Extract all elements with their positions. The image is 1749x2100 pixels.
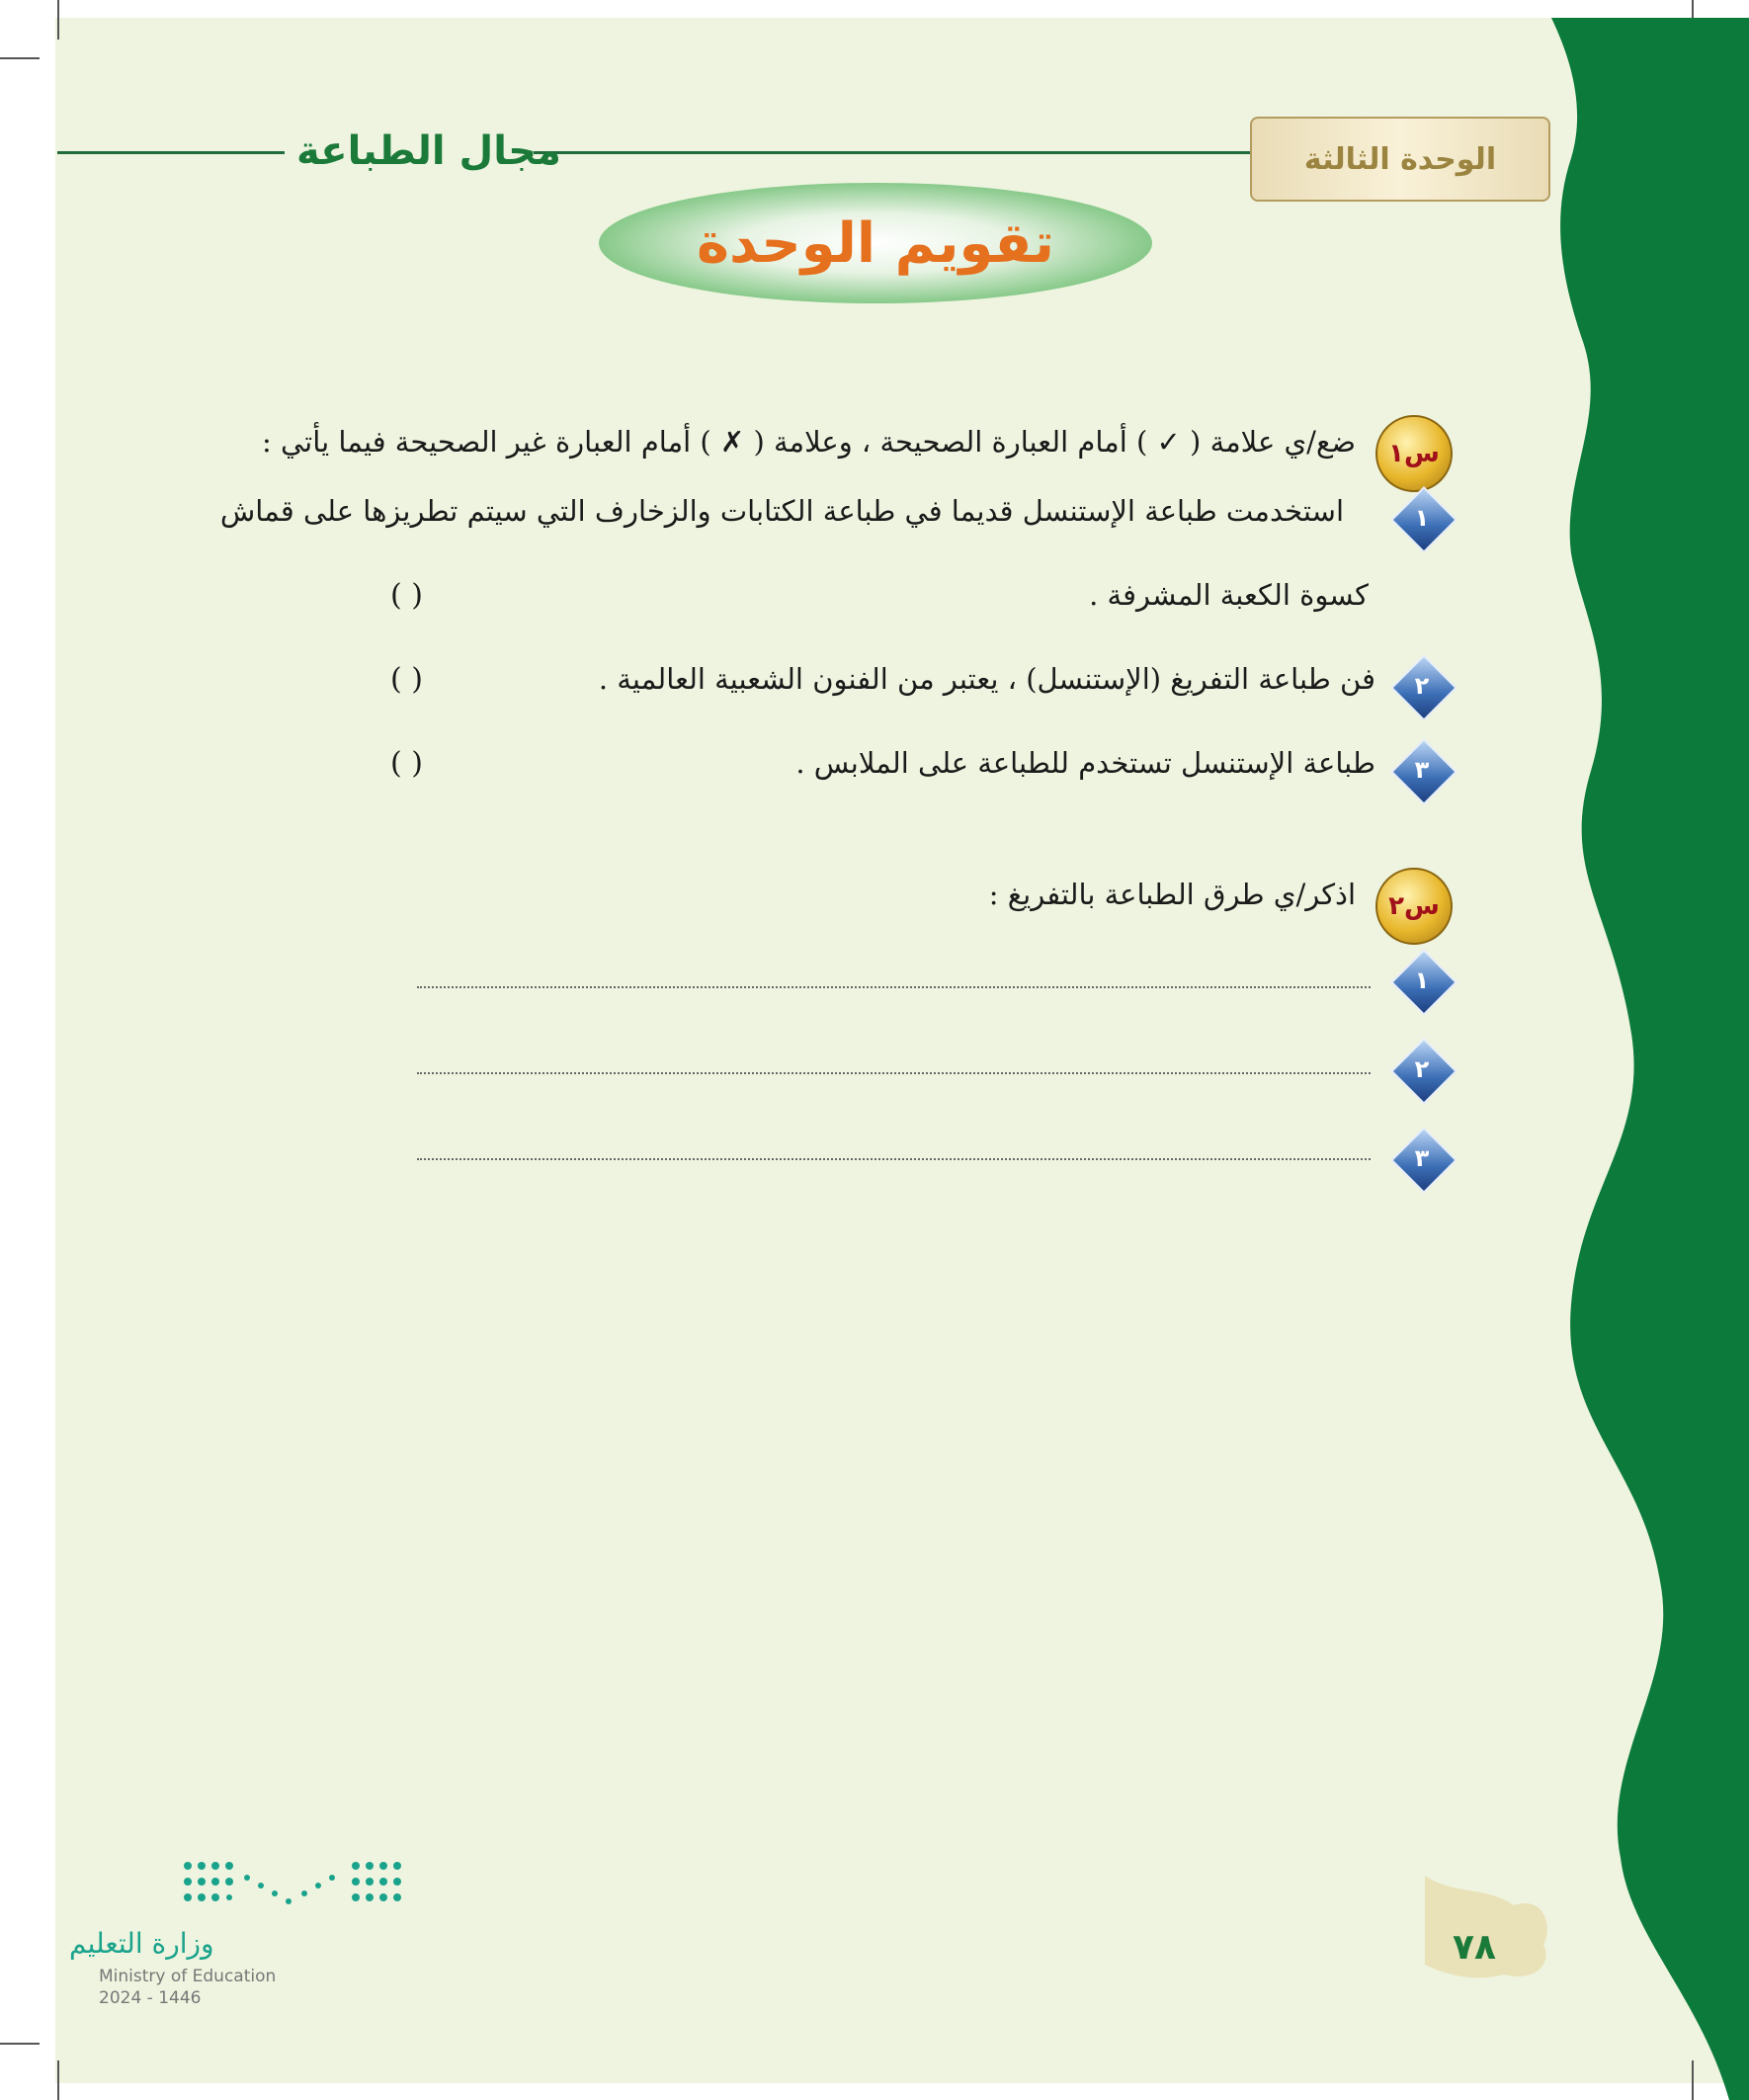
item-number-badge: ١ <box>1395 954 1449 1007</box>
item-number-badge: ٣ <box>1395 743 1449 797</box>
question-1-item-2: فن طباعة التفريغ (الإستنسل) ، يعتبر من الفنون الشعبية العالمية . <box>598 662 1375 696</box>
crop-mark <box>57 0 59 40</box>
header-rule-left <box>57 151 285 154</box>
field-title: مجال الطباعة <box>296 128 561 174</box>
answer-parentheses[interactable]: ( ) <box>390 578 423 613</box>
answer-parentheses[interactable]: ( ) <box>390 662 423 697</box>
item-number-badge: ٣ <box>1395 1132 1449 1185</box>
ministry-dot-emblem <box>178 1858 425 1915</box>
page-title: تقويم الوحدة <box>697 210 1054 276</box>
ministry-logo <box>69 1848 366 2016</box>
ministry-name-arabic: وزارة التعليم <box>69 1927 214 1960</box>
title-oval <box>599 183 1152 303</box>
item-number-badge: ١ <box>1395 491 1449 545</box>
question-1-badge: س١ <box>1375 415 1453 492</box>
ministry-name-english: Ministry of Education <box>99 1967 277 1986</box>
question-2-badge: س٢ <box>1375 868 1453 945</box>
question-2-instruction: اذكر/ي طرق الطباعة بالتفريغ : <box>988 878 1356 911</box>
crop-mark <box>0 57 40 59</box>
answer-line[interactable] <box>417 1158 1371 1160</box>
item-number-badge: ٢ <box>1395 1043 1449 1096</box>
question-1-item-1-line-1: استخدمت طباعة الإستنسل قديما في طباعة الكتابات والزخارف التي سيتم تطريزها على قماش <box>219 494 1344 528</box>
question-1-item-3: طباعة الإستنسل تستخدم للطباعة على الملابس . <box>795 746 1375 780</box>
green-wave-band <box>1403 0 1749 2100</box>
answer-line[interactable] <box>417 1072 1371 1074</box>
header-rule-middle <box>534 151 1250 154</box>
answer-parentheses[interactable]: ( ) <box>390 746 423 781</box>
question-1-instruction: ضع/ي علامة ( ✓ ) أمام العبارة الصحيحة ، وعلامة ( ✗ ) أمام العبارة غير الصحيحة فيما يأتي : <box>262 425 1356 459</box>
page-number: ٧٨ <box>1453 1927 1496 1968</box>
crop-mark <box>0 2043 40 2045</box>
edition-year: 2024 - 1446 <box>99 1988 202 2008</box>
unit-banner <box>1250 117 1550 202</box>
answer-line[interactable] <box>417 986 1371 988</box>
crop-mark <box>57 2060 59 2100</box>
item-number-badge: ٢ <box>1395 659 1449 713</box>
question-1-item-1-line-2: كسوة الكعبة المشرفة . <box>1089 578 1369 612</box>
unit-label: الوحدة الثالثة <box>1303 141 1497 177</box>
